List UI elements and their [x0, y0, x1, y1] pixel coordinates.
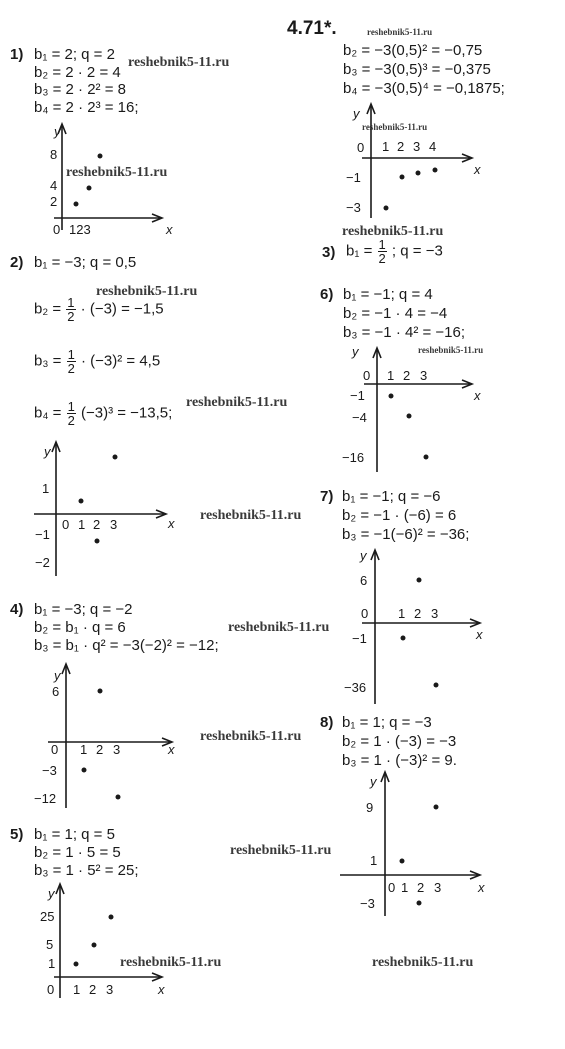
point [407, 414, 412, 419]
part-3a-line: b₂ = −3(0,5)² = −0,75 [343, 42, 483, 59]
part-4-label: 4) [10, 601, 24, 618]
y-tick: −3 [346, 200, 361, 215]
watermark: reshebnik5-11.ru [230, 843, 332, 858]
y-tick: −4 [352, 410, 367, 425]
x-tick: 3 [420, 368, 428, 383]
x-tick: 1 [382, 139, 390, 154]
part-4-line: b₂ = b₁ · q = 6 [34, 619, 126, 636]
part-4-line: b₁ = −3; q = −2 [34, 601, 133, 618]
x-tick: 1 [78, 517, 86, 532]
watermark: reshebnik5-11.ru [372, 955, 474, 970]
x-axis-label: x [168, 516, 175, 531]
part-7-graph [330, 546, 500, 706]
part-6-line: b₂ = −1 · 4 = −4 [343, 305, 448, 322]
y-axis-label: y [370, 774, 377, 789]
part-5-line: b₃ = 1 · 5² = 25; [34, 862, 139, 879]
y-tick: 2 [50, 194, 58, 209]
y-axis-label: y [353, 106, 360, 121]
point [400, 175, 405, 180]
part-6-graph [330, 344, 500, 474]
x-tick: 2 [397, 139, 405, 154]
point [92, 943, 97, 948]
point [87, 186, 92, 191]
point [113, 455, 118, 460]
origin-label: 0 [357, 140, 365, 155]
x-tick: 1 [73, 982, 81, 997]
y-tick: 4 [50, 178, 58, 193]
y-tick: −16 [342, 450, 365, 465]
part-3-label: 3) [322, 244, 336, 261]
y-axis-label: y [44, 444, 51, 459]
part-4-line: b₃ = b₁ · q² = −3(−2)² = −12; [34, 637, 219, 654]
y-tick: 25 [40, 909, 55, 924]
x-axis-label: x [474, 162, 481, 177]
problem-title: 4.71*. [287, 18, 337, 39]
y-axis-label: y [48, 886, 55, 901]
y-tick: −1 [35, 527, 50, 542]
x-tick: 2 [96, 742, 104, 757]
y-tick: −12 [34, 791, 57, 806]
x-axis-label: x [478, 880, 485, 895]
watermark: reshebnik5-11.ru [200, 729, 302, 744]
x-tick: 1 [387, 368, 395, 383]
part-1-line: b₁ = 2; q = 2 [34, 46, 115, 63]
x-tick: 2 [403, 368, 411, 383]
watermark: reshebnik5-11.ru [66, 165, 168, 180]
origin-label: 0 [363, 368, 371, 383]
watermark: reshebnik5-11.ru [128, 55, 230, 70]
y-axis-label: y [360, 548, 367, 563]
x-tick: 3 [110, 517, 118, 532]
part-1-label: 1) [10, 46, 24, 63]
x-tick: 2 [89, 982, 97, 997]
x-tick: 2 [414, 606, 422, 621]
y-tick: 5 [46, 937, 54, 952]
part-1-line: b₃ = 2 · 2² = 8 [34, 81, 126, 98]
part-6-line: b₁ = −1; q = 4 [343, 286, 433, 303]
x-tick: 1 [398, 606, 406, 621]
x-tick: 2 [93, 517, 101, 532]
part-8-line: b₂ = 1 · (−3) = −3 [342, 733, 457, 750]
watermark: reshebnik5-11.ru [342, 224, 444, 239]
part-2-graph [30, 438, 190, 578]
part-6-line: b₃ = −1 · 4² = −16; [343, 324, 466, 341]
part-7-label: 7) [320, 488, 334, 505]
part-7-line: b₃ = −1(−6)² = −36; [342, 526, 470, 543]
point [434, 805, 439, 810]
x-tick: 3 [113, 742, 121, 757]
watermark: reshebnik5-11.ru [186, 395, 288, 410]
origin-label: 0 [53, 222, 61, 237]
y-tick: 1 [48, 956, 56, 971]
part-2-b2: b₂ = $\frac{1}{2}$ · (−3) = −1,5 [34, 295, 164, 324]
part-1-graph [40, 120, 180, 245]
point [98, 689, 103, 694]
part-2-head: b₁ = −3; q = 0,5 [34, 254, 137, 271]
watermark: reshebnik5-11.ru [228, 620, 330, 635]
part-8-line: b₃ = 1 · (−3)² = 9. [342, 752, 457, 769]
point [424, 455, 429, 460]
part-7-line: b₁ = −1; q = −6 [342, 488, 441, 505]
y-tick: −3 [42, 763, 57, 778]
origin-label: 0 [361, 606, 369, 621]
part-1-line: b₂ = 2 · 2 = 4 [34, 64, 121, 81]
y-axis-label: y [54, 668, 61, 683]
watermark: reshebnik5-11.ru [200, 508, 302, 523]
x-tick: 3 [413, 139, 421, 154]
part-5-label: 5) [10, 826, 24, 843]
y-tick: 6 [360, 573, 368, 588]
x-tick: 3 [106, 982, 114, 997]
x-tick: 1 [80, 742, 88, 757]
point [433, 168, 438, 173]
y-tick: 6 [52, 684, 60, 699]
part-5-line: b₁ = 1; q = 5 [34, 826, 115, 843]
watermark: reshebnik5-11.ru [367, 27, 433, 37]
x-tick: 3 [431, 606, 439, 621]
part-1-line: b₄ = 2 · 2³ = 16; [34, 99, 139, 116]
y-tick: −2 [35, 555, 50, 570]
x-tick: 3 [434, 880, 442, 895]
part-4-graph [30, 660, 190, 810]
point [417, 578, 422, 583]
point [416, 171, 421, 176]
part-5-line: b₂ = 1 · 5 = 5 [34, 844, 121, 861]
origin-label: 0 [388, 880, 396, 895]
point [389, 394, 394, 399]
y-tick: 1 [370, 853, 378, 868]
point [74, 202, 79, 207]
y-axis-label: y [352, 344, 359, 359]
point [109, 915, 114, 920]
y-tick: −3 [360, 896, 375, 911]
part-3-statement: b₁ = $\frac{1}{2}$ ; q = −3 [346, 237, 443, 266]
x-ticks: 123 [69, 222, 91, 237]
part-2-b3: b₃ = $\frac{1}{2}$ · (−3)² = 4,5 [34, 347, 161, 376]
origin-label: 0 [47, 982, 55, 997]
x-axis-label: x [168, 742, 175, 757]
part-3a-line: b₃ = −3(0,5)³ = −0,375 [343, 61, 491, 78]
x-tick: 4 [429, 139, 437, 154]
part-3a-graph [340, 100, 500, 220]
point [95, 539, 100, 544]
x-tick: 2 [417, 880, 425, 895]
point [417, 901, 422, 906]
y-tick: 1 [42, 481, 50, 496]
origin-label: 0 [51, 742, 59, 757]
point [434, 683, 439, 688]
y-tick: 9 [366, 800, 374, 815]
x-axis-label: x [476, 627, 483, 642]
part-8-graph [330, 768, 500, 918]
part-2-label: 2) [10, 254, 24, 271]
y-tick: −1 [350, 388, 365, 403]
part-3a-line: b₄ = −3(0,5)⁴ = −0,1875; [343, 80, 505, 97]
x-tick: 1 [401, 880, 409, 895]
watermark: reshebnik5-11.ru [96, 284, 198, 299]
watermark: reshebnik5-11.ru [418, 345, 484, 355]
point [79, 499, 84, 504]
part-8-line: b₁ = 1; q = −3 [342, 714, 432, 731]
part-2-b4: b₄ = $\frac{1}{2}$ (−3)³ = −13,5; [34, 399, 173, 428]
y-axis-label: y [54, 124, 61, 139]
y-tick: −1 [346, 170, 361, 185]
part-6-label: 6) [320, 286, 334, 303]
x-axis-label: x [158, 982, 165, 997]
point [401, 636, 406, 641]
x-axis-label: x [166, 222, 173, 237]
y-tick: −36 [344, 680, 367, 695]
y-tick: −1 [352, 631, 367, 646]
point [400, 859, 405, 864]
watermark: reshebnik5-11.ru [120, 955, 222, 970]
point [82, 768, 87, 773]
part-5-graph [30, 880, 190, 1005]
x-axis-label: x [474, 388, 481, 403]
watermark: reshebnik5-11.ru [362, 122, 428, 132]
point [116, 795, 121, 800]
y-tick: 8 [50, 147, 58, 162]
part-8-label: 8) [320, 714, 334, 731]
part-7-line: b₂ = −1 · (−6) = 6 [342, 507, 457, 524]
origin-label: 0 [62, 517, 70, 532]
point [98, 154, 103, 159]
point [384, 206, 389, 211]
point [74, 962, 79, 967]
